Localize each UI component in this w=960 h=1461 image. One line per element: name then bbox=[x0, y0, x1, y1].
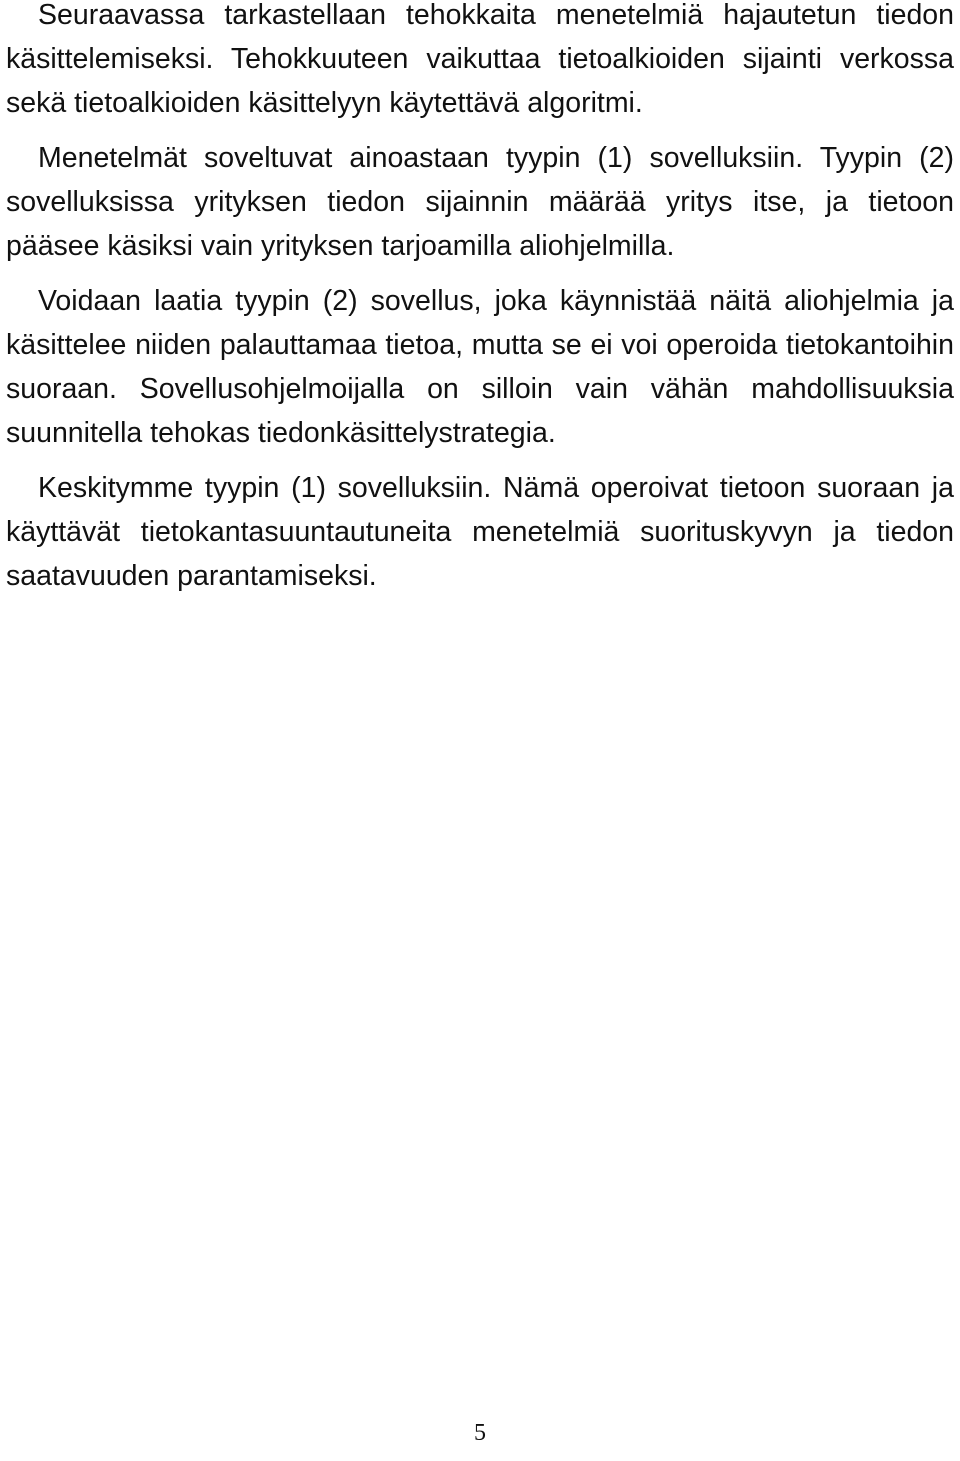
paragraph-2: Menetelmät soveltuvat ainoastaan tyypin (1) sovelluksiin. Tyypin (2) sovelluksissa yrityksen tiedon sijainnin määrää yritys itse, ja tietoon pääsee käsiksi vain yrityksen tarjoamilla aliohjelmilla. bbox=[6, 142, 954, 262]
paragraph-3: Voidaan laatia tyypin (2) sovellus, joka käynnistää näitä aliohjelmia ja käsittelee niiden palauttamaa tietoa, mutta se ei voi operoida tietokantoihin suoraan. Sovellusohjelmoijalla on silloin vain vähän mahdollisuuksia suunnitella tehokas tiedonkäsittelystrategia. bbox=[6, 285, 954, 449]
paragraph-1: Seuraavassa tarkastellaan tehokkaita menetelmiä hajautetun tiedon käsittelemiseksi. Tehokkuuteen vaikuttaa tietoalkioiden sijainti verkossa sekä tietoalkioiden käsittelyyn käytettävä algoritmi. bbox=[6, 0, 954, 119]
body-text bbox=[6, 0, 954, 598]
document-page bbox=[6, 0, 954, 1461]
page-number: 5 bbox=[474, 1420, 486, 1446]
paragraph-4: Keskitymme tyypin (1) sovelluksiin. Nämä operoivat tietoon suoraan ja käyttävät tietokantasuuntautuneita menetelmiä suorituskyvyn ja tiedon saatavuuden parantamiseksi. bbox=[6, 472, 954, 592]
